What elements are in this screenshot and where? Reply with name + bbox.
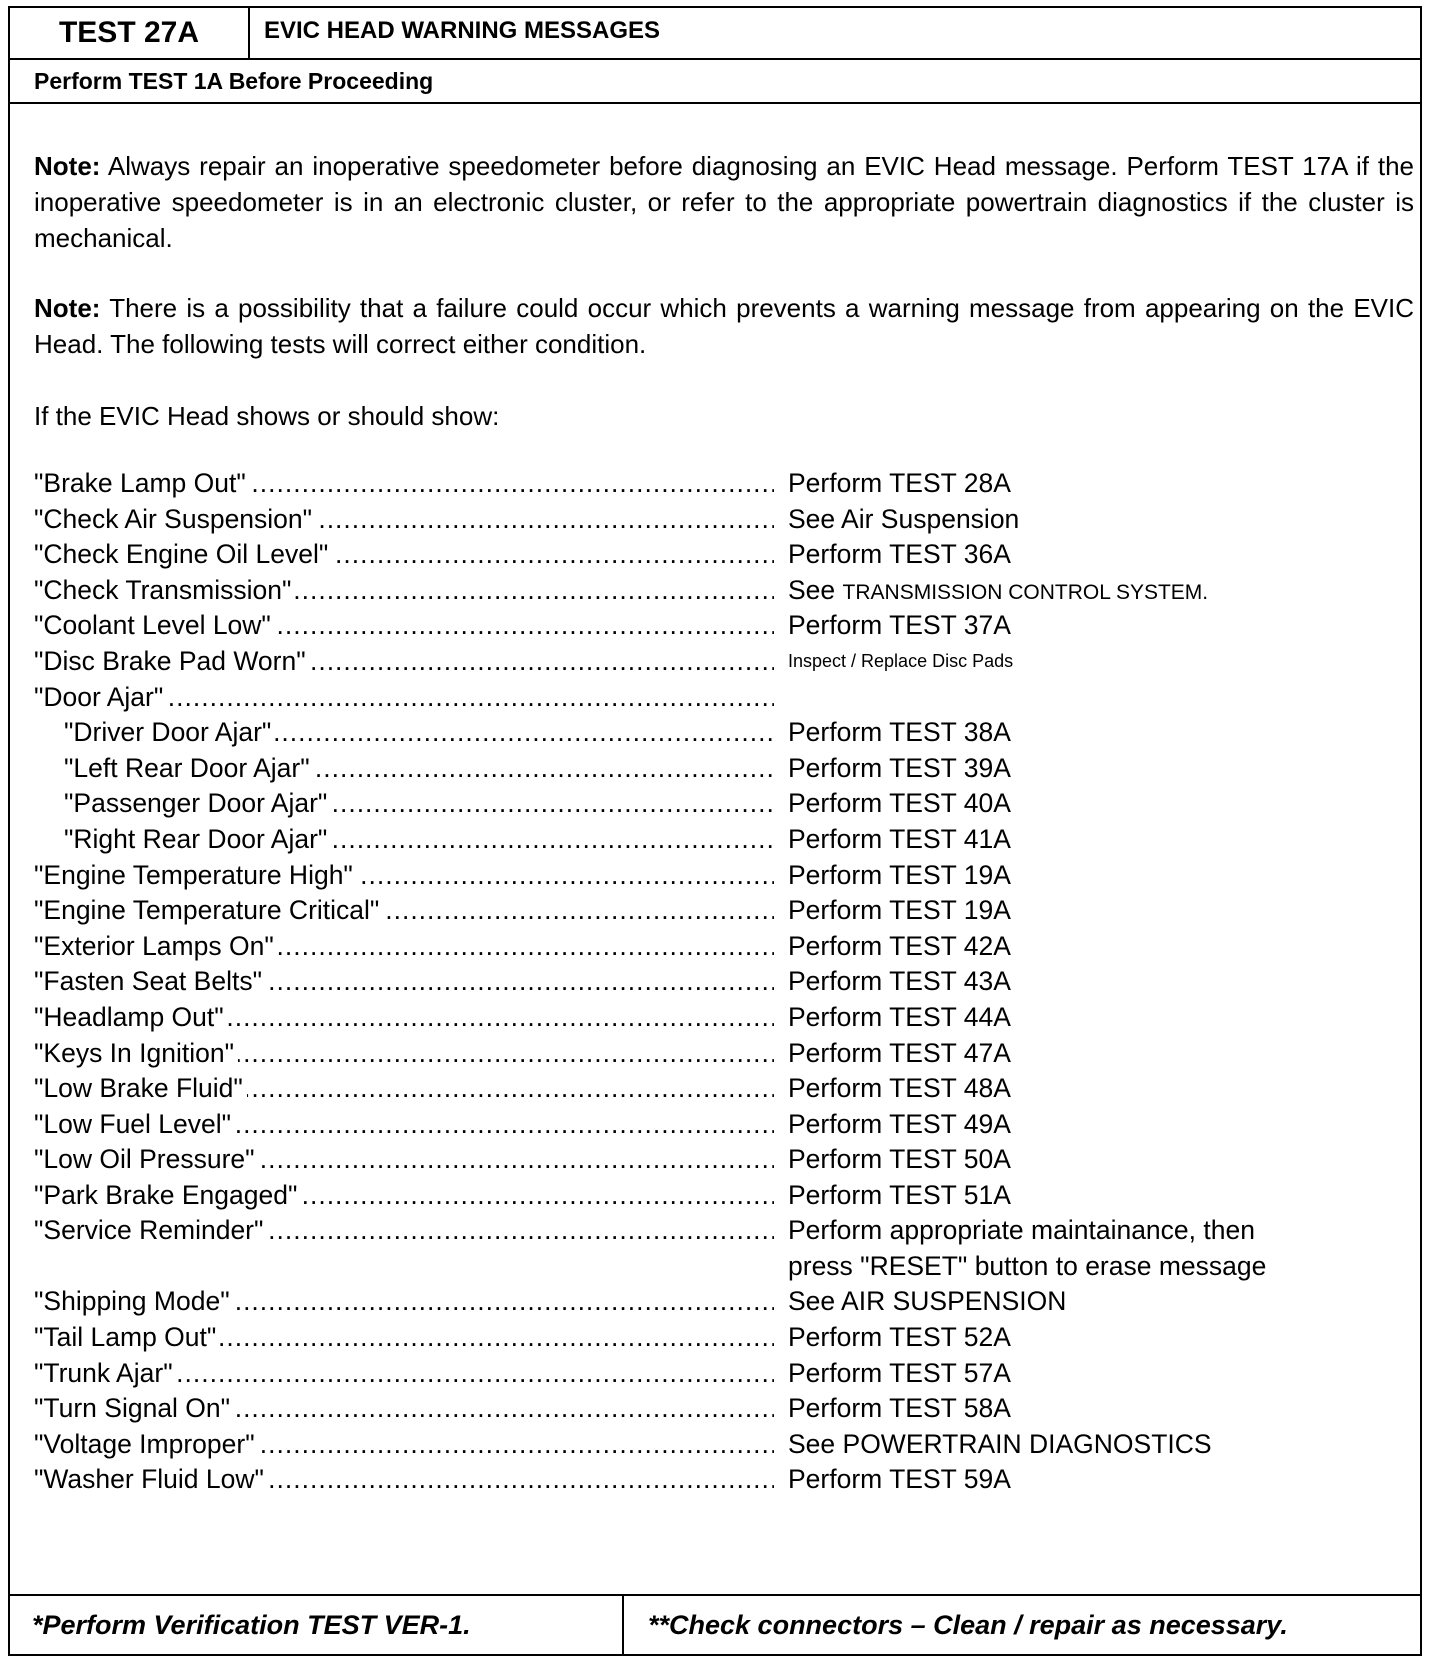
warning-message-text: "Low Oil Pressure" <box>34 1144 259 1174</box>
message-action <box>788 1142 1011 1178</box>
message-action <box>788 1391 1011 1427</box>
message-action <box>788 715 1011 751</box>
message-action <box>788 893 1011 929</box>
message-action <box>788 1356 1011 1392</box>
warning-message <box>34 1000 774 1036</box>
warning-message-text: "Shipping Mode" <box>34 1286 234 1316</box>
action-text: Perform TEST 49A <box>788 1108 1011 1139</box>
action-text: Perform TEST 39A <box>788 752 1011 783</box>
list-item <box>34 893 1414 929</box>
message-action <box>788 1320 1011 1356</box>
warning-message-text: "Passenger Door Ajar" <box>64 788 331 818</box>
note-text: Always repair an inoperative speedometer before diagnosing an EVIC Head message. Perform TEST 17A if the inoperative speedometer is in an electronic cluster, or refer to the appropriate powertrain diagnostics if the cluster is mechanical. <box>34 151 1414 253</box>
action-prefix: See <box>788 574 836 605</box>
warning-message-text: "Tail Lamp Out" <box>34 1322 220 1352</box>
warning-message <box>64 786 774 822</box>
warning-message-text: "Check Engine Oil Level" <box>34 539 332 569</box>
action-text: Perform TEST 19A <box>788 895 1011 926</box>
action-text-line-2: press "RESET" button to erase message <box>788 1251 1267 1282</box>
message-action <box>788 964 1011 1000</box>
list-item <box>34 644 1414 680</box>
warning-message <box>34 466 774 502</box>
list-item <box>34 1036 1414 1072</box>
warning-message <box>34 929 774 965</box>
warning-message <box>34 964 774 1000</box>
list-item <box>34 1071 1414 1107</box>
message-action <box>788 1213 1266 1284</box>
list-item <box>34 1142 1414 1178</box>
list-item <box>34 537 1414 573</box>
warning-message <box>64 715 774 751</box>
list-item <box>34 466 1414 502</box>
message-action <box>788 1427 1212 1463</box>
warning-message-text: "Driver Door Ajar" <box>64 717 275 747</box>
list-item <box>34 1178 1414 1214</box>
warning-message-text: "Low Fuel Level" <box>34 1109 235 1139</box>
message-action <box>788 644 1013 680</box>
list-item <box>34 1284 1414 1320</box>
action-text: Perform TEST 19A <box>788 859 1011 890</box>
warning-message <box>34 1320 774 1356</box>
warning-message-text: "Voltage Improper" <box>34 1429 259 1459</box>
list-item <box>34 929 1414 965</box>
warning-message <box>34 537 774 573</box>
note-1 <box>34 148 1414 256</box>
action-text: Perform TEST 28A <box>788 468 1011 498</box>
message-action <box>788 537 1011 573</box>
intro-text: If the EVIC Head shows or should show: <box>34 401 500 431</box>
warning-message-text: "Service Reminder" <box>34 1215 267 1245</box>
warning-message <box>34 502 774 538</box>
list-item <box>34 680 1414 716</box>
action-text: Perform TEST 42A <box>788 930 1011 961</box>
header-row <box>10 8 1420 60</box>
warning-message-text: "Disc Brake Pad Worn" <box>34 646 310 676</box>
note-2 <box>34 290 1414 362</box>
message-action <box>788 751 1011 787</box>
warning-message-text: "Exterior Lamps On" <box>34 931 278 961</box>
warning-message-text: "Fasten Seat Belts" <box>34 966 266 996</box>
action-text: See POWERTRAIN DIAGNOSTICS <box>788 1428 1212 1459</box>
message-action <box>788 929 1011 965</box>
warning-message <box>34 1178 774 1214</box>
list-item <box>34 1107 1414 1143</box>
action-text: Perform TEST 48A <box>788 1073 1011 1104</box>
warning-message <box>34 893 774 929</box>
action-text: Perform TEST 50A <box>788 1144 1011 1175</box>
warning-message <box>34 1356 774 1392</box>
warning-message-text: "Engine Temperature Critical" <box>34 895 383 925</box>
action-text: Perform TEST 37A <box>788 610 1011 641</box>
action-text: Perform TEST 41A <box>788 823 1011 854</box>
warning-message <box>64 751 774 787</box>
action-text: Perform TEST 52A <box>788 1322 1011 1353</box>
action-text: Perform TEST 58A <box>788 1393 1011 1424</box>
note-label: Note: <box>34 293 101 323</box>
note-label: Note: <box>34 151 101 181</box>
message-action <box>788 466 1011 502</box>
list-item <box>34 786 1414 822</box>
action-text: Perform TEST 38A <box>788 717 1011 748</box>
warning-message <box>34 1391 774 1427</box>
message-action <box>788 1036 1011 1072</box>
warning-message-text: "Engine Temperature High" <box>34 860 357 890</box>
action-text: Perform TEST 57A <box>788 1357 1011 1388</box>
warning-message <box>34 680 774 716</box>
warning-message <box>34 1071 774 1107</box>
action-text: Perform TEST 47A <box>788 1037 1011 1068</box>
warning-message <box>34 1142 774 1178</box>
warning-message <box>34 573 774 609</box>
warning-message <box>34 644 774 680</box>
action-text: Perform TEST 36A <box>788 539 1011 570</box>
list-item <box>34 1391 1414 1427</box>
message-action <box>788 1071 1011 1107</box>
list-item <box>34 1320 1414 1356</box>
warning-message-text: "Keys In Ignition" <box>34 1038 238 1068</box>
warning-message-text: "Brake Lamp Out" <box>34 468 250 498</box>
warning-message-text: "Turn Signal On" <box>34 1393 234 1423</box>
action-text: See AIR SUSPENSION <box>788 1286 1067 1317</box>
message-action <box>788 1107 1011 1143</box>
action-text: See Air Suspension <box>788 503 1020 534</box>
message-action <box>788 1000 1011 1036</box>
action-text: Perform appropriate maintainance, then <box>788 1215 1255 1246</box>
warning-message-text: "Check Air Suspension" <box>34 504 316 534</box>
list-item <box>34 751 1414 787</box>
warning-message-list <box>34 466 1414 1498</box>
warning-message <box>34 858 774 894</box>
test-title: EVIC HEAD WARNING MESSAGES <box>264 17 661 44</box>
message-action <box>788 1462 1011 1498</box>
warning-message <box>34 1107 774 1143</box>
footer-row <box>10 1594 1420 1654</box>
action-text: Perform TEST 59A <box>788 1464 1011 1495</box>
warning-message <box>34 1036 774 1072</box>
warning-message-text: "Park Brake Engaged" <box>34 1180 301 1210</box>
list-item <box>34 502 1414 538</box>
list-item <box>34 964 1414 1000</box>
test-id: TEST 27A <box>10 8 250 58</box>
warning-message-text: "Coolant Level Low" <box>34 610 275 640</box>
warning-message-text: "Door Ajar" <box>34 682 167 712</box>
action-text: Perform TEST 43A <box>788 966 1011 997</box>
message-action <box>788 786 1011 822</box>
list-item <box>34 608 1414 644</box>
list-item <box>34 573 1414 609</box>
warning-message-text: "Right Rear Door Ajar" <box>64 824 331 854</box>
warning-message <box>34 608 774 644</box>
message-action <box>788 1284 1066 1320</box>
list-item <box>34 715 1414 751</box>
prerequisite: Perform TEST 1A Before Proceeding <box>10 60 1420 104</box>
message-action <box>788 502 1019 538</box>
warning-message-text: "Trunk Ajar" <box>34 1358 177 1388</box>
warning-message-text: "Headlamp Out" <box>34 1002 228 1032</box>
warning-message <box>34 1284 774 1320</box>
warning-message-text: "Check Transmission" <box>34 575 295 605</box>
warning-message-text: "Left Rear Door Ajar" <box>64 753 314 783</box>
warning-message-text: "Washer Fluid Low" <box>34 1464 268 1494</box>
message-action <box>788 822 1011 858</box>
warning-message <box>34 1427 774 1463</box>
action-text: Perform TEST 44A <box>788 1001 1011 1032</box>
list-item <box>34 1462 1414 1498</box>
list-item <box>34 1000 1414 1036</box>
note-text: There is a possibility that a failure could occur which prevents a warning message from appearing on the EVIC Head. The following tests will correct either condition. <box>34 293 1414 359</box>
action-text: TRANSMISSION CONTROL SYSTEM. <box>842 580 1209 604</box>
action-text: Perform TEST 51A <box>788 1179 1011 1210</box>
list-item <box>34 1213 1414 1284</box>
message-action <box>788 858 1011 894</box>
footer-connectors: **Check connectors – Clean / repair as necessary. <box>648 1610 1288 1640</box>
warning-message <box>34 1213 774 1249</box>
footer-verification: *Perform Verification TEST VER-1. <box>10 1596 624 1654</box>
list-item <box>34 822 1414 858</box>
message-action <box>788 1178 1011 1214</box>
action-text: Inspect / Replace Disc Pads <box>788 650 1014 671</box>
warning-message <box>34 1462 774 1498</box>
message-action <box>788 573 1208 611</box>
warning-message <box>64 822 774 858</box>
test-card <box>8 6 1422 1656</box>
message-action <box>788 608 1011 644</box>
action-text: Perform TEST 40A <box>788 788 1011 819</box>
list-item <box>34 1427 1414 1463</box>
warning-message-text: "Low Brake Fluid" <box>34 1073 247 1103</box>
list-item <box>34 1356 1414 1392</box>
list-item <box>34 858 1414 894</box>
